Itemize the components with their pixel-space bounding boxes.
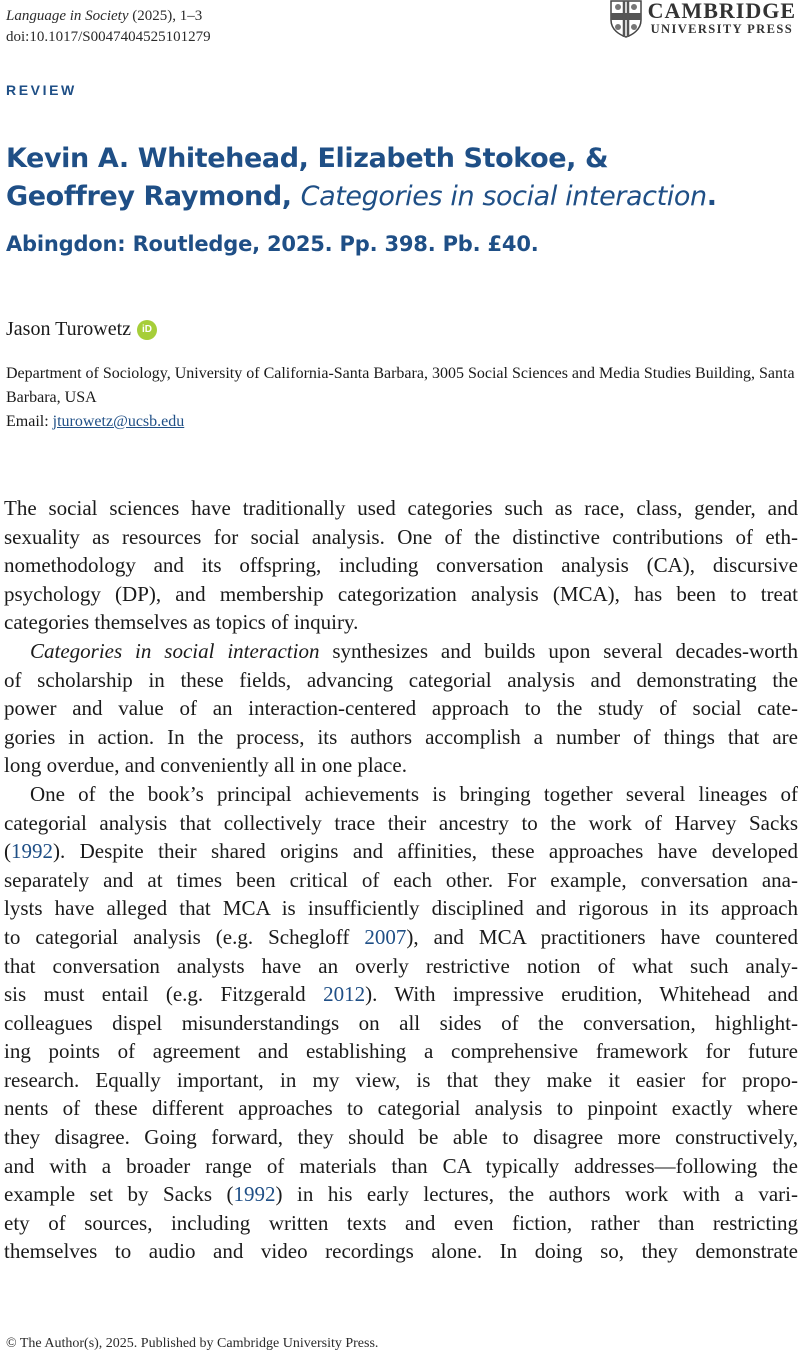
body-line: power and value of an interaction-centered approach to the study of social cate- <box>4 696 798 721</box>
title-line-2 <box>6 178 796 216</box>
body-line: that conversation analysts have an overly restrictive notion of what such analy- <box>4 953 798 978</box>
copyright-footer: © The Author(s), 2025. Published by Cambridge University Press. <box>6 1336 379 1351</box>
body-line: ing points of agreement and establishing a comprehensive framework for future <box>4 1039 798 1064</box>
body-line: categorial analysis that collectively trace their ancestry to the work of Harvey Sacks <box>4 810 798 835</box>
email-label: Email: <box>6 413 53 430</box>
journal-meta: (2025), 1–3 <box>128 8 203 24</box>
citation-link[interactable]: 2012 <box>323 982 366 1007</box>
section-label: REVIEW <box>6 82 77 98</box>
body-line: long overdue, and conveniently all in one place. <box>4 753 407 778</box>
email-line <box>6 413 184 431</box>
orcid-icon[interactable]: iD <box>137 320 157 340</box>
citation-link[interactable]: 1992 <box>11 839 53 864</box>
publisher-name: CAMBRIDGE <box>647 0 796 23</box>
body-line: sexuality as resources for social analysis. One of the distinctive contributions of eth- <box>4 524 798 549</box>
publisher-subname: UNIVERSITY PRESS <box>650 22 794 36</box>
author-name: Jason Turowetz <box>6 318 132 340</box>
affiliation: Department of Sociology, University of California-Santa Barbara, 3005 Social Sciences and Media Studies Building, Santa Barbara, USA <box>6 365 795 406</box>
body-line: ety of sources, including written texts and even fiction, rather than restricting <box>4 1210 798 1235</box>
body-line: lysts have alleged that MCA is insufficiently disciplined and rigorous in its approach <box>4 896 798 921</box>
body-line: The social sciences have traditionally used categories such as race, class, gender, and <box>4 496 798 520</box>
doi: doi:10.1017/S0047404525101279 <box>6 29 211 45</box>
body-line: example set by Sacks (1992) in his early lectures, the authors work with a vari- <box>4 1182 798 1207</box>
journal-info <box>6 6 211 48</box>
cambridge-shield-icon <box>610 0 642 38</box>
body-line: themselves to audio and video recordings alone. In doing so, they demonstrate <box>4 1239 798 1264</box>
body-line: categories themselves as topics of inquiry. <box>4 610 359 635</box>
title-period: . <box>706 181 717 212</box>
body-line: they disagree. Going forward, they should be able to disagree more constructively, <box>4 1125 798 1150</box>
body-line: gories in action. In the process, its authors accomplish a number of things that are <box>4 724 798 749</box>
publication-info: Abingdon: Routledge, 2025. Pp. 398. Pb. £40. <box>6 232 539 256</box>
body-line: psychology (DP), and membership categorization analysis (MCA), has been to treat <box>4 581 798 606</box>
book-title: Categories in social interaction <box>300 181 707 212</box>
body-line: colleagues dispel misunderstandings on all sides of the conversation, highlight- <box>4 1010 798 1035</box>
journal-name: Language in Society <box>6 8 129 24</box>
body-line: sis must entail (e.g. Fitzgerald 2012). With impressive erudition, Whitehead and <box>4 982 798 1007</box>
publisher-logo <box>610 0 796 38</box>
body-line: One of the book’s principal achievements is bringing together several lineages of <box>30 781 798 806</box>
body-line: Categories in social interaction synthesizes and builds upon several decades-worth <box>30 638 798 663</box>
body-line: nents of these different approaches to categorial analysis to pinpoint exactly where <box>4 1096 798 1121</box>
book-title-inline: Categories in social interaction <box>30 638 320 663</box>
body-line: and with a broader range of materials than CA typically addresses—following the <box>4 1153 798 1178</box>
body-line: (1992). Despite their shared origins and affinities, these approaches have developed <box>4 839 798 864</box>
article-body <box>4 494 798 1266</box>
body-line: separately and at times been critical of each other. For example, conversation ana- <box>4 867 798 892</box>
body-line: to categorial analysis (e.g. Schegloff 2007), and MCA practitioners have countered <box>4 924 798 949</box>
body-line: nomethodology and its offspring, including conversation analysis (CA), discursive <box>4 553 798 578</box>
citation-link[interactable]: 1992 <box>233 1182 276 1207</box>
title-line-1: Kevin A. Whitehead, Elizabeth Stokoe, & <box>6 143 609 174</box>
title-authors-2: Geoffrey Raymond, <box>6 181 301 212</box>
author-line <box>6 318 157 341</box>
body-line: of scholarship in these fields, advancing categorial analysis and demonstrating the <box>4 667 798 692</box>
citation-link[interactable]: 2007 <box>364 924 407 949</box>
body-line: research. Equally important, in my view, is that they make it easier for propo- <box>4 1067 798 1092</box>
email-link[interactable]: jturowetz@ucsb.edu <box>52 413 185 430</box>
review-title <box>6 140 796 216</box>
